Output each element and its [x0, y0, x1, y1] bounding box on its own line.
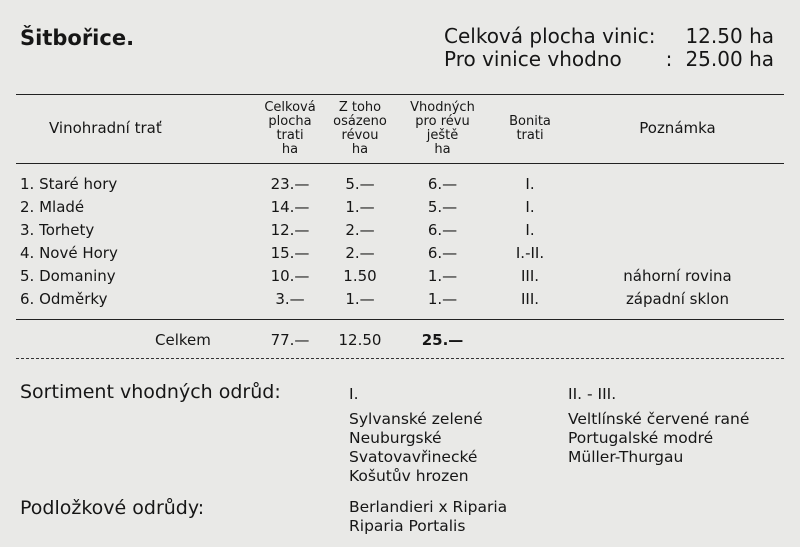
rootstock-item: Riparia Portalis — [349, 517, 466, 535]
table-cell-planted: 5.— — [345, 175, 375, 193]
header-line: Vhodných — [410, 100, 475, 115]
table-cell-planted: 1.50 — [343, 267, 377, 285]
varieties-label: Sortiment vhodných odrůd: — [20, 381, 281, 403]
table-cell-area: 15.— — [270, 244, 310, 262]
total-area: 77.— — [270, 331, 310, 349]
table-cell-planted: 2.— — [345, 244, 375, 262]
header-line: révou — [341, 128, 379, 143]
varieties-group-1 — [349, 385, 483, 486]
header-bonita — [495, 115, 565, 143]
table-row-name: 2. Mladé — [20, 198, 85, 216]
table-cell-note: náhorní rovina — [623, 267, 732, 285]
table-cell-bonita: I.-II. — [515, 244, 545, 262]
variety-item: Neuburgské — [349, 429, 442, 447]
summary-label: Celková plocha vinic: — [444, 24, 656, 48]
table-bottom-rule — [16, 358, 784, 359]
summary-row-total — [444, 25, 774, 48]
header-planted — [330, 101, 390, 157]
summary-label: Pro vinice vhodno — [444, 47, 622, 71]
table-cell-area: 10.— — [270, 267, 310, 285]
varieties-group-2 — [568, 385, 749, 467]
variety-item: Portugalské modré — [568, 429, 714, 447]
table-row-name: 4. Nové Hory — [20, 244, 118, 262]
table-cell-bonita: III. — [520, 267, 540, 285]
table-cell-suitable: 6.— — [427, 221, 458, 239]
rootstocks-label: Podložkové odrůdy: — [20, 497, 205, 519]
table-cell-suitable: 5.— — [427, 198, 458, 216]
table-row-name: 5. Domaniny — [20, 267, 116, 285]
table-cell-suitable: 6.— — [427, 244, 458, 262]
header-name: Vinohradní trať — [49, 119, 162, 137]
header-note: Poznámka — [639, 119, 716, 137]
header-line: Celková — [264, 100, 316, 115]
table-cell-bonita: I. — [525, 175, 535, 193]
table-cell-suitable: 1.— — [427, 267, 458, 285]
header-line: ještě — [426, 128, 459, 143]
header-line: Z toho — [338, 100, 382, 115]
variety-item: Veltlínské červené rané — [568, 410, 750, 428]
group-heading: II. - III. — [568, 385, 617, 403]
table-row-name: 3. Torhety — [20, 221, 95, 239]
summary-value: 12.50 ha — [685, 24, 774, 48]
table-top-rule — [16, 94, 784, 95]
table-row-name: 6. Odměrky — [20, 290, 108, 308]
header-line: ha — [281, 142, 299, 157]
table-cell-planted: 1.— — [345, 290, 375, 308]
table-cell-planted: 1.— — [345, 198, 375, 216]
header-line: plocha — [268, 114, 312, 129]
table-cell-bonita: III. — [520, 290, 540, 308]
summary-row-suitable — [444, 48, 774, 71]
table-row-name: 1. Staré hory — [20, 175, 118, 193]
rootstocks-list — [349, 498, 507, 536]
header-line: ha — [434, 142, 451, 157]
total-label: Celkem — [155, 331, 211, 349]
header-rule — [16, 163, 784, 164]
summary-separator — [659, 25, 679, 48]
table-cell-area: 23.— — [270, 175, 310, 193]
header-line: trati — [276, 128, 304, 143]
variety-item: Svatovavřinecké — [349, 448, 478, 466]
table-cell-area: 12.— — [270, 221, 310, 239]
total-rule — [16, 319, 784, 320]
table-cell-planted: 2.— — [345, 221, 375, 239]
header-line: ha — [351, 142, 369, 157]
total-suitable: 25.— — [421, 331, 464, 349]
table-cell-suitable: 1.— — [427, 290, 458, 308]
header-line: Bonita — [509, 114, 551, 129]
summary-block — [444, 25, 774, 71]
table-cell-note: západní sklon — [625, 290, 730, 308]
summary-separator: : — [665, 47, 673, 71]
header-suitable — [400, 101, 485, 157]
group-heading: I. — [349, 385, 359, 403]
variety-item: Košutův hrozen — [349, 467, 469, 485]
variety-item: Sylvanské zelené — [349, 410, 483, 428]
total-planted: 12.50 — [338, 331, 382, 349]
header-line: osázeno — [333, 114, 387, 129]
table-cell-area: 3.— — [275, 290, 305, 308]
header-area — [255, 101, 325, 157]
page-title: Šitbořice. — [20, 26, 135, 50]
table-cell-bonita: I. — [525, 221, 535, 239]
header-line: pro révu — [415, 114, 470, 129]
table-cell-suitable: 6.— — [427, 175, 458, 193]
header-line: trati — [516, 128, 544, 143]
rootstock-item: Berlandieri x Riparia — [349, 498, 508, 516]
table-cell-area: 14.— — [270, 198, 310, 216]
summary-value: 25.00 ha — [685, 47, 774, 71]
variety-item: Müller-Thurgau — [568, 448, 684, 466]
table-cell-bonita: I. — [525, 198, 535, 216]
